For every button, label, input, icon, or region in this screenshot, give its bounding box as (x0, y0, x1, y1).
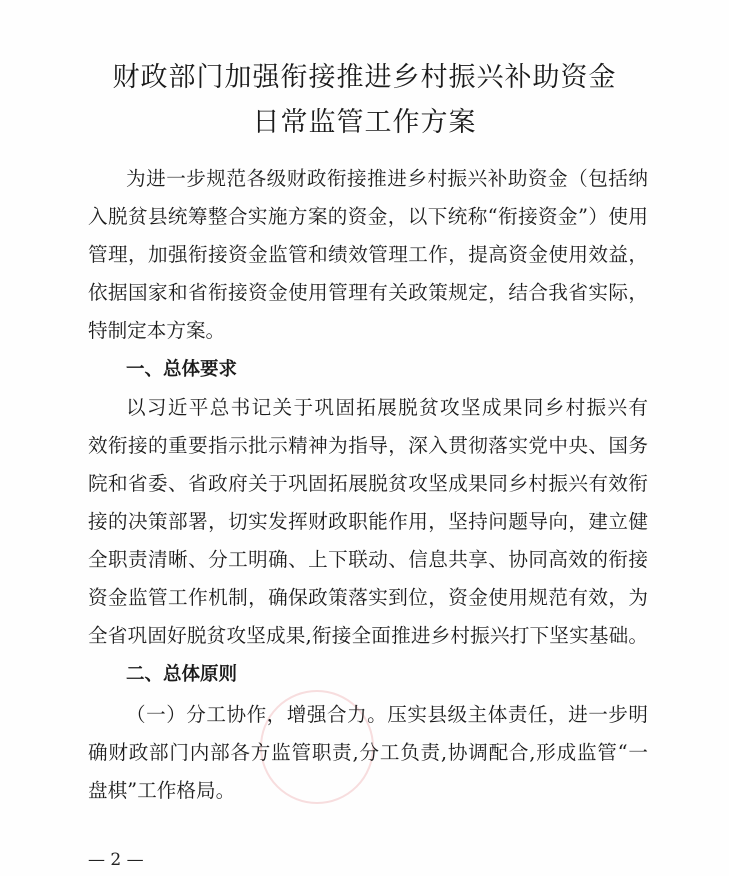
document-title-line-2: 日常监管工作方案 (252, 107, 477, 138)
intro-line-2: 入脱贫县统筹整合实施方案的资金，以下统称“衔接资金”）使用 (88, 205, 648, 228)
section1-line-3: 院和省委、省政府关于巩固拓展脱贫攻坚成果同乡村振兴有效衔 (88, 472, 648, 495)
section2-line-2: 确财政部门内部各方监管职责,分工负责,协调配合,形成监管“一 (88, 741, 648, 764)
intro-line-1: 为进一步规范各级财政衔接推进乡村振兴补助资金（包括纳 (126, 167, 648, 190)
section1-line-2: 效衔接的重要指示批示精神为指导，深入贯彻落实党中央、国务 (88, 434, 648, 457)
section1-line-6: 资金监管工作机制，确保政策落实到位，资金使用规范有效，为 (88, 586, 648, 609)
section1-line-5: 全职责清晰、分工明确、上下联动、信息共享、协同高效的衔接 (88, 548, 648, 571)
section-heading-2: 二、总体原则 (126, 664, 238, 685)
section1-line-7: 全省巩固好脱贫攻坚成果,衔接全面推进乡村振兴打下坚实基础。 (88, 624, 648, 647)
section1-line-1: 以习近平总书记关于巩固拓展脱贫攻坚成果同乡村振兴有 (126, 396, 648, 419)
document-title-line-1: 财政部门加强衔接推进乡村振兴补助资金 (112, 62, 617, 93)
section-heading-1: 一、总体要求 (126, 359, 238, 380)
section2-line-1: （一）分工协作，增强合力。压实县级主体责任，进一步明 (126, 703, 648, 726)
intro-line-5: 特制定本方案。 (88, 319, 226, 342)
section2-line-3: 盘棋”工作格局。 (88, 779, 236, 802)
page-number: — 2 — (88, 850, 144, 870)
intro-line-4: 依据国家和省衔接资金使用管理有关政策规定，结合我省实际， (88, 281, 648, 304)
section1-line-4: 接的决策部署，切实发挥财政职能作用，坚持问题导向，建立健 (88, 510, 648, 533)
intro-line-3: 管理，加强衔接资金监管和绩效管理工作，提高资金使用效益， (88, 243, 648, 266)
